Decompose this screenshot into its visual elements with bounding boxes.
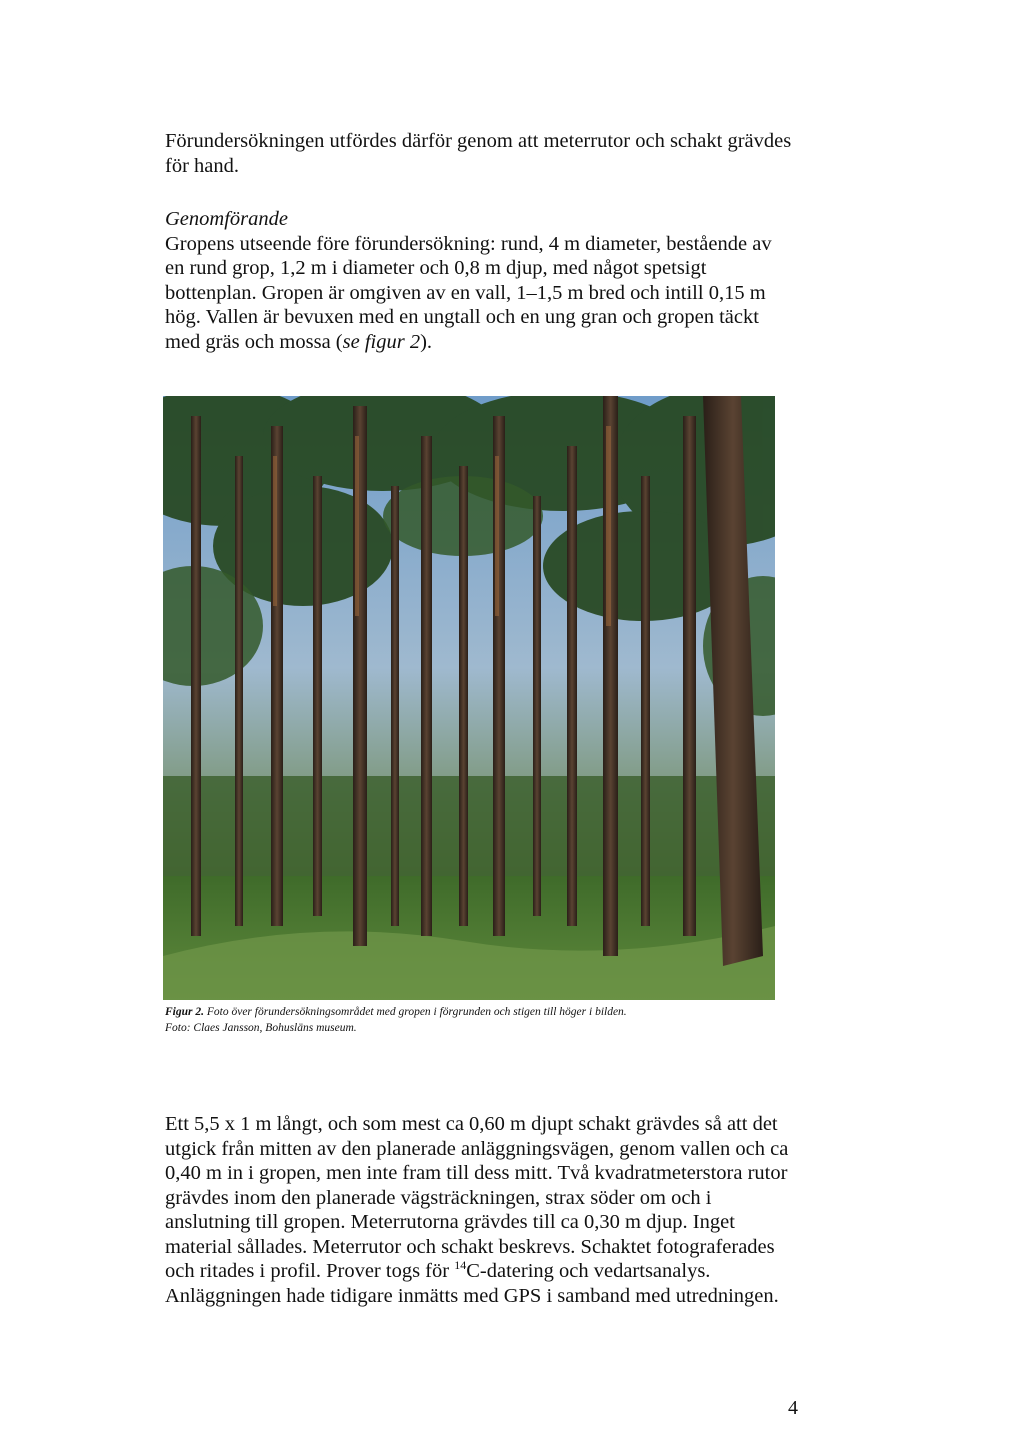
- section-heading: Genomförande: [165, 208, 288, 230]
- body-line-c14: [165, 1259, 825, 1284]
- intro-paragraph: [165, 129, 825, 178]
- body-text: och ritades i profil. Prover togs för: [165, 1260, 455, 1282]
- body-line: anslutning till gropen. Meterrutorna grävdes till ca 0,30 m djup. Inget: [165, 1211, 735, 1233]
- execution-line-last: [165, 330, 825, 355]
- execution-text: ).: [420, 330, 433, 353]
- page-number: 4: [788, 1397, 798, 1419]
- body-line: Anläggningen hade tidigare inmätts med GPS i samband med utredningen.: [165, 1284, 779, 1307]
- isotope-superscript: 14: [454, 1258, 467, 1273]
- caption-line-2: Foto: Claes Jansson, Bohusläns museum.: [165, 1022, 357, 1034]
- figure-caption: [165, 1004, 865, 1036]
- execution-section: [165, 207, 825, 354]
- execution-line: Gropens utseende före förundersökning: rund, 4 m diameter, bestående av: [165, 232, 772, 255]
- caption-line-1: [165, 1004, 865, 1020]
- forest-photo: [163, 396, 775, 1000]
- body-text: C-datering och vedartsanalys.: [466, 1260, 711, 1282]
- caption-text: Foto över förundersökningsområdet med gropen i förgrunden och stigen till höger i bilden.: [204, 1006, 627, 1018]
- execution-line: en rund grop, 1,2 m i diameter och 0,8 m djup, med något spetsigt: [165, 257, 707, 279]
- body-line: 0,40 m in i gropen, men inte fram till dess mitt. Två kvadratmeterstora rutor: [165, 1162, 788, 1184]
- figure-reference: se figur 2: [342, 330, 421, 353]
- execution-text: med gräs och mossa (: [165, 330, 343, 353]
- body-line: material sållades. Meterrutor och schakt beskrevs. Schaktet fotograferades: [165, 1235, 775, 1258]
- body-line: Ett 5,5 x 1 m långt, och som mest ca 0,60 m djupt schakt grävdes så att det: [165, 1113, 778, 1135]
- intro-line: Förundersökningen utfördes därför genom att meterrutor och schakt grävdes: [165, 130, 792, 152]
- execution-line: bottenplan. Gropen är omgiven av en vall, 1–1,5 m bred och intill 0,15 m: [165, 281, 766, 304]
- body-paragraph: [165, 1112, 825, 1308]
- execution-line: hög. Vallen är bevuxen med en ungtall och en ung gran och gropen täckt: [165, 306, 759, 328]
- figure-label: Figur 2.: [165, 1006, 204, 1018]
- intro-line: för hand.: [165, 154, 240, 177]
- body-line: grävdes inom den planerade vägsträckningen, strax söder om och i: [165, 1186, 712, 1209]
- body-line: utgick från mitten av den planerade anläggningsvägen, genom vallen och ca: [165, 1137, 789, 1160]
